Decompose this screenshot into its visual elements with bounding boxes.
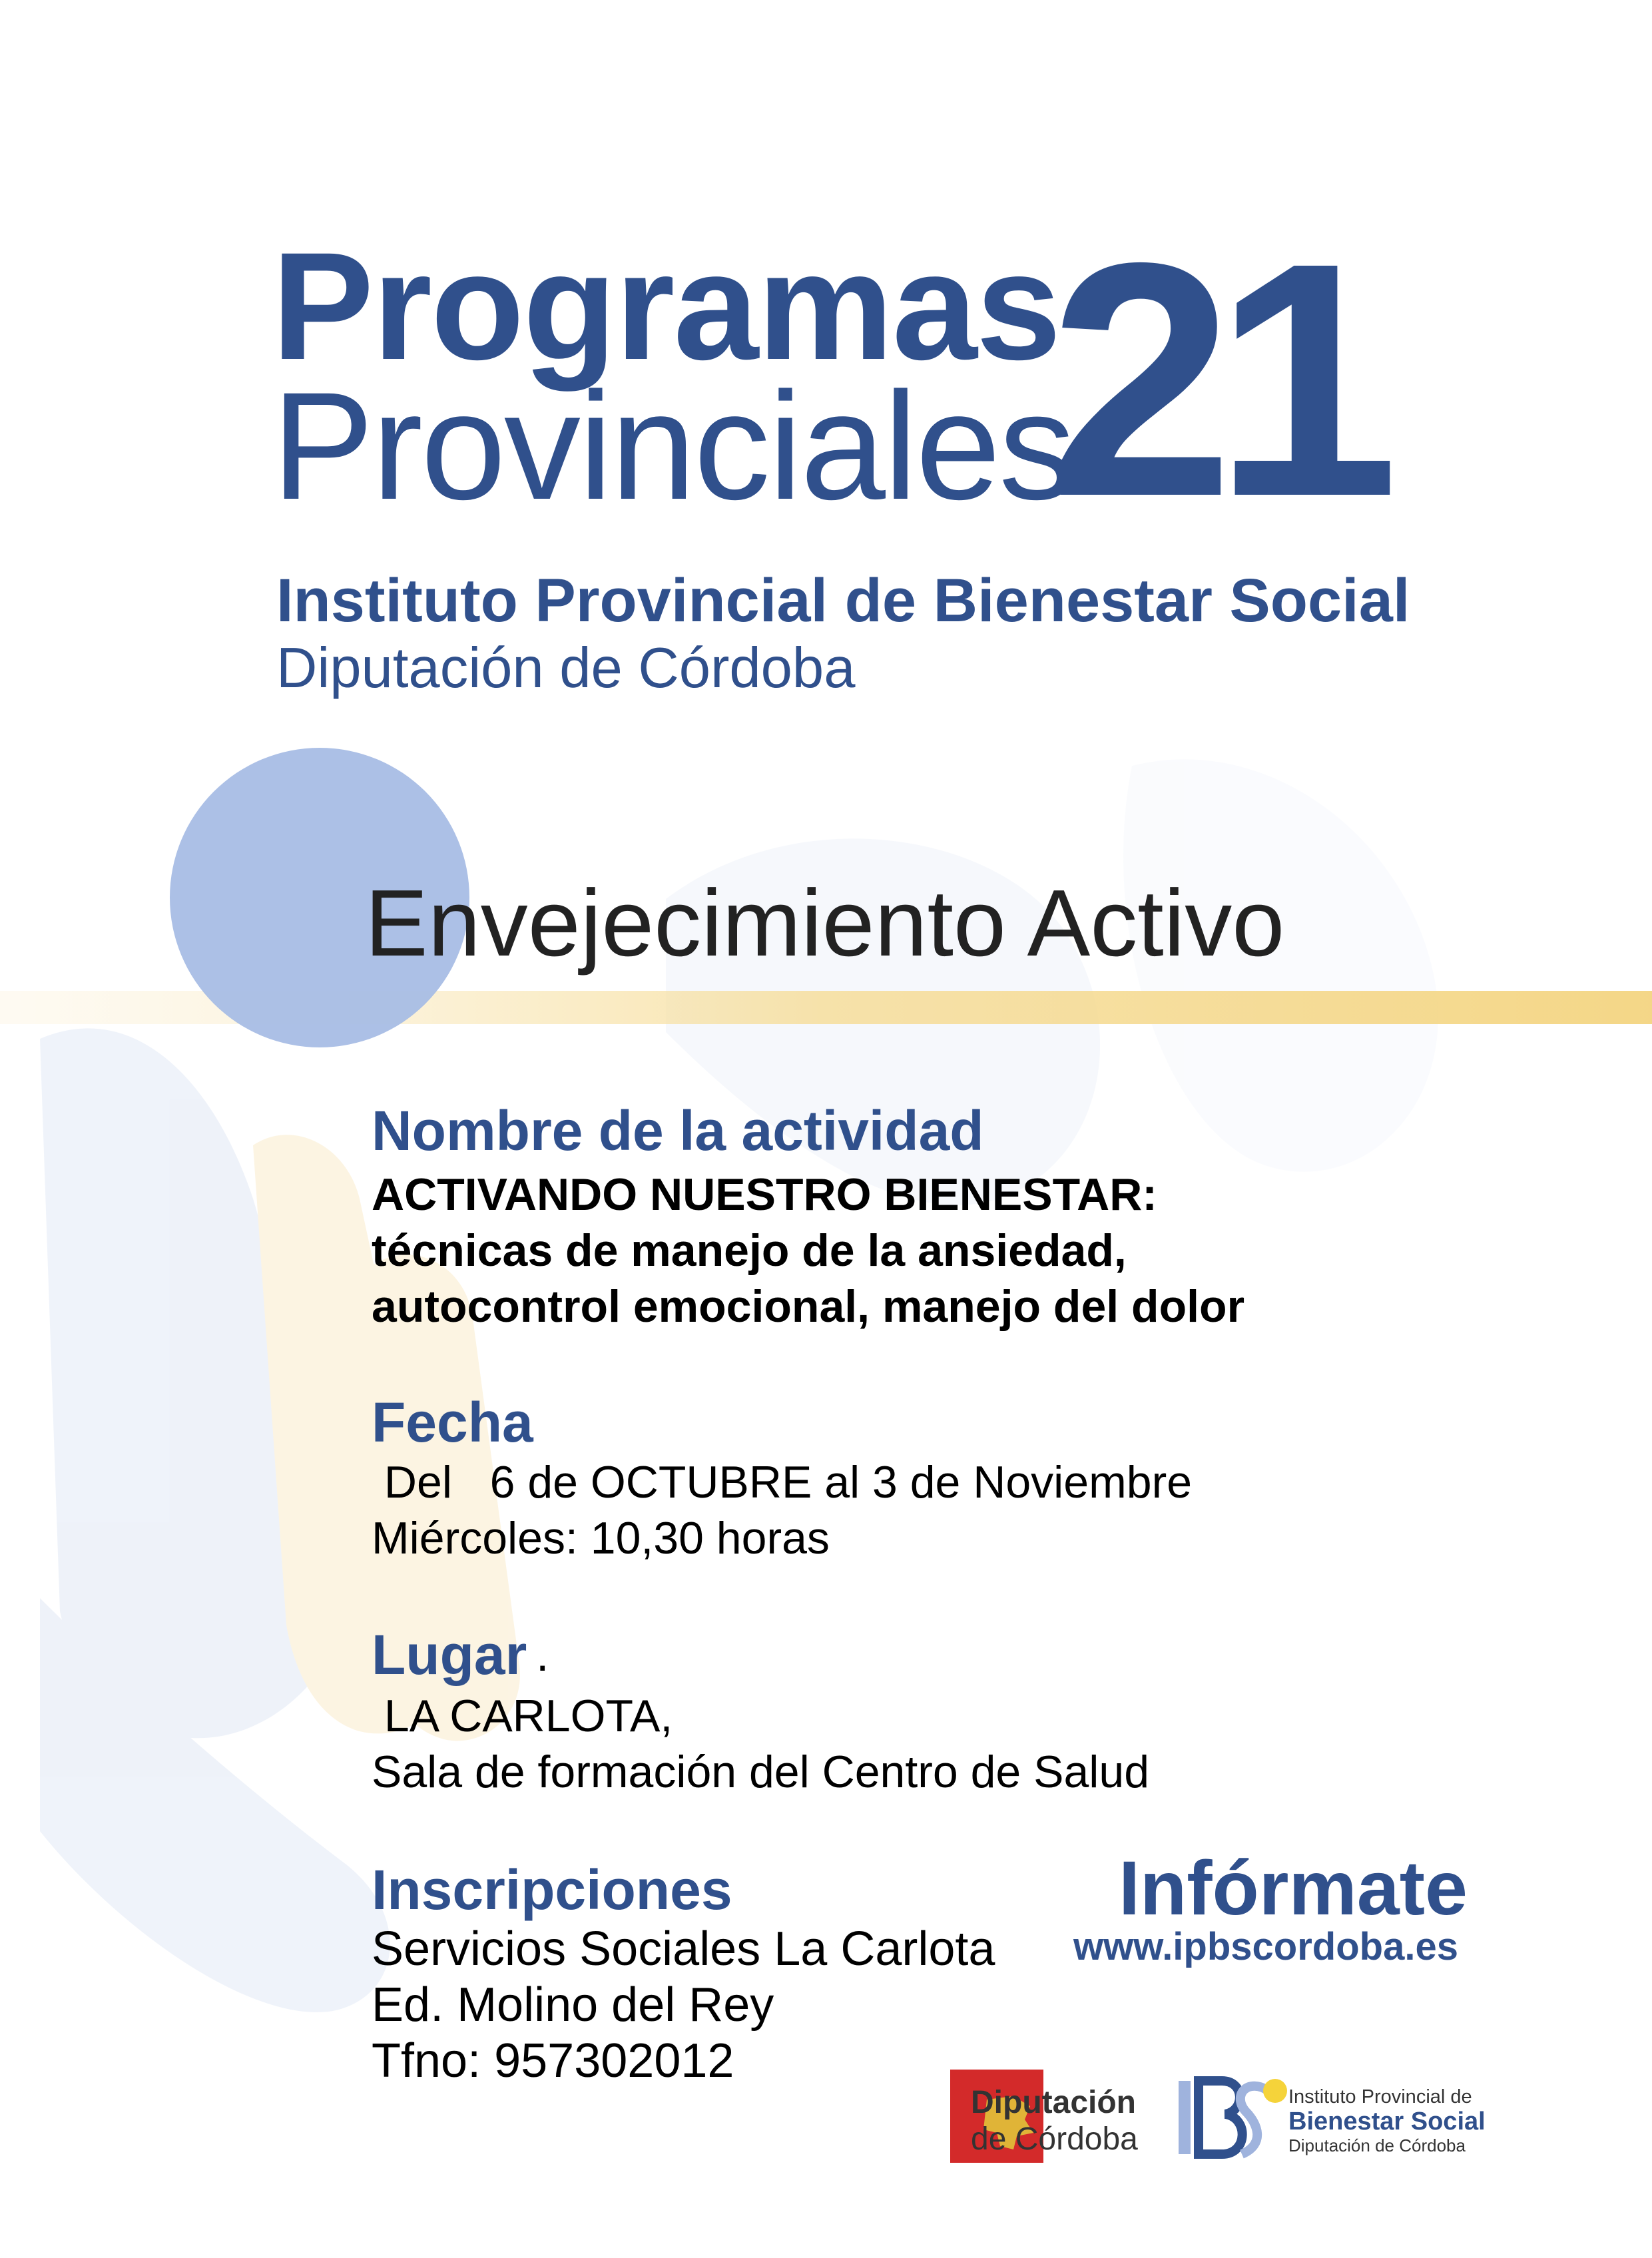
fecha-label: Fecha xyxy=(372,1391,533,1454)
ibs-logo-text: Bienestar Social xyxy=(1288,2108,1486,2135)
nombre-label: Nombre de la actividad xyxy=(372,1099,984,1162)
lugar-line: LA CARLOTA, xyxy=(372,1691,673,1741)
title-provinciales: Provinciales xyxy=(272,360,1073,531)
institute-name: Instituto Provincial de Bienestar Social xyxy=(276,567,1410,635)
lugar-line: Sala de formación del Centro de Salud xyxy=(372,1747,1150,1797)
ibs-logo-icon xyxy=(1175,2071,1288,2161)
fecha-body xyxy=(372,1454,1192,1566)
ibs-logo-text: Diputación de Córdoba xyxy=(1288,2135,1466,2155)
inscripciones-label: Inscripciones xyxy=(372,1858,732,1921)
lugar-dot: . xyxy=(536,1629,549,1681)
lugar-label: Lugar xyxy=(372,1623,527,1686)
lugar-body xyxy=(372,1688,1149,1800)
inscripciones-line: Tfno: 957302012 xyxy=(372,2034,734,2088)
fecha-line: Del 6 de OCTUBRE al 3 de Noviembre xyxy=(372,1457,1193,1508)
nombre-line: autocontrol emocional, manejo del dolor xyxy=(372,1281,1245,1332)
nombre-line: ACTIVANDO NUESTRO BIENESTAR: xyxy=(372,1169,1157,1220)
fecha-line: Miércoles: 10,30 horas xyxy=(372,1513,830,1563)
title-number: 21 xyxy=(1049,193,1380,565)
ibs-logo-text: Instituto Provincial de xyxy=(1288,2086,1472,2108)
institute-subtitle: Diputación de Córdoba xyxy=(276,637,856,700)
nombre-body xyxy=(372,1167,1244,1334)
informate-heading: Infórmate xyxy=(1119,1846,1468,1931)
website-link[interactable]: www.ipbscordoba.es xyxy=(1073,1925,1458,1968)
diputacion-logo-text: de Córdoba xyxy=(971,2121,1138,2157)
inscripciones-line: Servicios Sociales La Carlota xyxy=(372,1922,995,1976)
inscripciones-body xyxy=(372,1921,995,2089)
inscripciones-line: Ed. Molino del Rey xyxy=(372,1978,774,2032)
nombre-line: técnicas de manejo de la ansiedad, xyxy=(372,1225,1127,1276)
diputacion-logo-text: Diputación xyxy=(971,2085,1136,2120)
program-title: Envejecimiento Activo xyxy=(365,870,1285,976)
title-programas: Programas xyxy=(272,220,1060,392)
